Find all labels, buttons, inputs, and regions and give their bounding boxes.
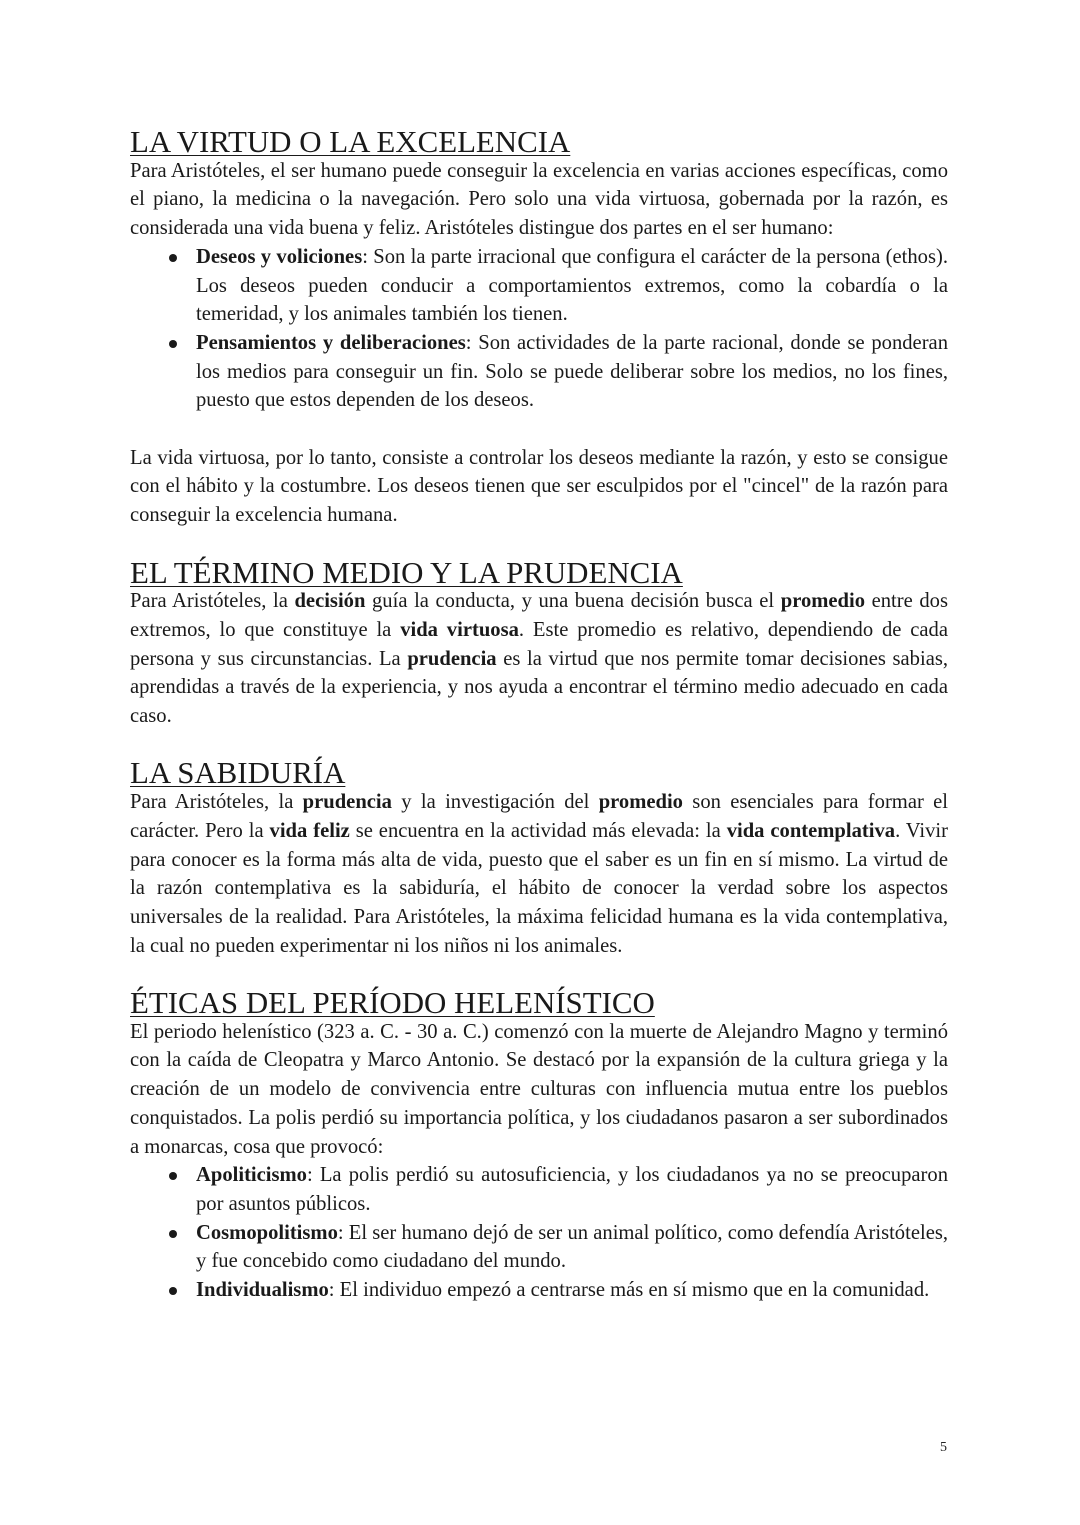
- section-title: LA VIRTUD O LA EXCELENCIA: [130, 124, 571, 159]
- bullet-text: : Son la parte irracional que configura el carácter de la persona (ethos). Los deseos pueden conducir a comportamientos extremos, como la cobardía o la temeridad, y los animales también los tienen.: [196, 245, 948, 326]
- bullet-icon: [169, 340, 177, 348]
- section-title: LA SABIDURÍA: [130, 755, 346, 791]
- bullet-term: Individualismo: [196, 1279, 329, 1302]
- bullet-text: : La polis perdió su autosuficiencia, y los ciudadanos ya no se preocuparon por asuntos públicos.: [196, 1164, 948, 1215]
- section-intro: El periodo helenístico (323 a. C. - 30 a. C.) comenzó con la muerte de Alejandro Magno y terminó con la caída de Cleopatra y Marco Antonio. Se destacó por la expansión de la cultura griega y la creación de un modelo de convivencia entre culturas con influencia mutua entre los pueblos conquistados. La polis perdió su importancia política, y los ciudadanos pasaron a ser subordinados a monarcas, cosa que provocó:: [130, 1020, 948, 1158]
- page-number: 5: [940, 1440, 947, 1455]
- bullet-icon: [169, 1287, 177, 1295]
- spacer: [130, 415, 948, 444]
- bullet-text: : Son actividades de la parte racional, donde se ponderan los medios para conseguir un fin. Solo se puede deliberar sobre los medios, no los fines, puesto que estos dependen de los deseos.: [196, 331, 948, 412]
- section-body: Para Aristóteles, la prudencia y la investigación del promedio son esenciales para formar el carácter. Pero la vida feliz se encuentra en la actividad más elevada: la vida contemplativa. Vivir para conocer es la forma más alta de vida, puesto que el saber es un fin en sí mismo. La virtud de la razón contemplativa es la sabiduría, el hábito de conocer la verdad sobre los aspectos universales de la realidad. Para Aristóteles, la máxima felicidad humana es la vida contemplativa, la cual no pueden experimentar ni los niños ni los animales.: [130, 791, 949, 957]
- section-title: ÉTICAS DEL PERÍODO HELENÍSTICO: [130, 985, 655, 1021]
- bullet-term: Apoliticismo: [196, 1164, 307, 1187]
- bullet-list: [130, 1161, 948, 1305]
- list-item: [130, 1161, 948, 1218]
- section-intro: Para Aristóteles, el ser humano puede conseguir la excelencia en varias acciones específicas, como el piano, la medicina o la navegación. Pero solo una vida virtuosa, gobernada por la razón, es considerada una vida buena y feliz. Aristóteles distingue dos partes en el ser humano:: [130, 159, 948, 240]
- section-title: EL TÉRMINO MEDIO Y LA PRUDENCIA: [130, 554, 683, 590]
- bullet-icon: [169, 254, 177, 262]
- bullet-list: [130, 243, 948, 415]
- document-page: [130, 124, 949, 1305]
- section-termino-medio: [130, 554, 948, 731]
- list-item: [130, 1219, 948, 1276]
- section-body: Para Aristóteles, la decisión guía la conducta, y una buena decisión busca el promedio entre dos extremos, lo que constituye la vida virtuosa. Este promedio es relativo, dependiendo de cada persona y sus circunstancias. La prudencia es la virtud que nos permite tomar decisiones sabias, aprendidas a través de la experiencia, y nos ayuda a encontrar el término medio adecuado en cada caso.: [130, 590, 948, 728]
- bullet-term: Cosmopolitismo: [196, 1221, 338, 1244]
- section-conclusion: La vida virtuosa, por lo tanto, consiste a controlar los deseos mediante la razón, y esto se consigue con el hábito y la costumbre. Los deseos tienen que ser esculpidos por el "cincel" de la razón para conseguir la excelencia humana.: [130, 446, 948, 527]
- bullet-text: : El ser humano dejó de ser un animal político, como defendía Aristóteles, y fue concebido como ciudadano del mundo.: [196, 1221, 948, 1273]
- section-virtud: [130, 124, 948, 530]
- section-sabiduria: [130, 755, 949, 960]
- list-item: [130, 1276, 948, 1305]
- bullet-term: Pensamientos y deliberaciones: [196, 331, 466, 354]
- bullet-icon: [169, 1230, 177, 1238]
- section-helenistico: [130, 985, 948, 1305]
- bullet-term: Deseos y voliciones: [196, 245, 363, 268]
- list-item: [130, 243, 948, 329]
- bullet-text: : El individuo empezó a centrarse más en sí mismo que en la comunidad.: [328, 1279, 930, 1302]
- list-item: [130, 329, 948, 415]
- bullet-icon: [169, 1172, 177, 1180]
